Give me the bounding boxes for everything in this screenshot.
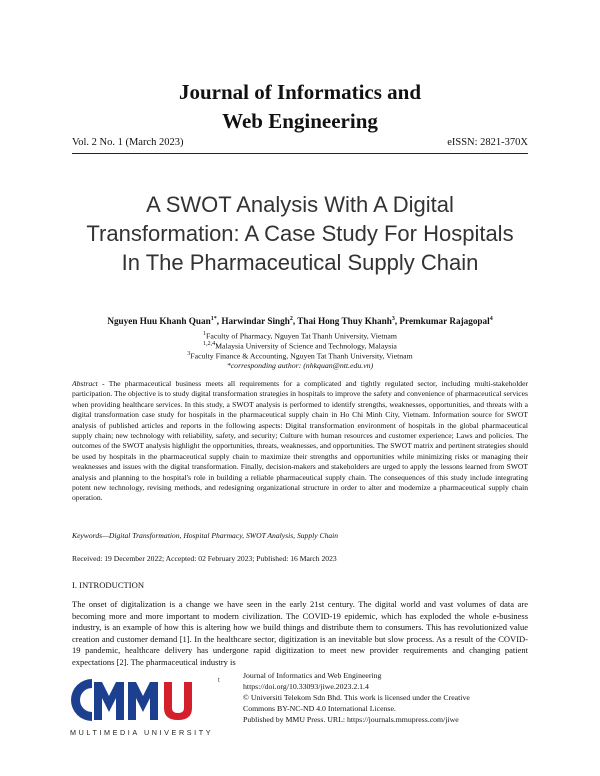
author-list	[60, 316, 540, 326]
eissn-label: eISSN: 2821-370X	[447, 137, 528, 148]
footer-info	[243, 670, 533, 725]
affiliation-2: $^{1,2,4}$Malaysia University of Science and Technology, Malaysia	[203, 341, 397, 351]
logo-trademark: t	[218, 678, 220, 684]
paper-title: A SWOT Analysis With A Digital Transformation: A Case Study For Hospitals In The Pharmaceutical Supply Chain	[86, 192, 514, 275]
mmu-logo	[70, 678, 240, 742]
footer-publisher: Published by MMU Press. URL: https://journals.mmupress.com/jiwe	[243, 715, 459, 724]
intro-paragraph: The onset of digitalization is a change we have seen in the early 21st century. The digital world and vast volumes of data are becoming more and more important to modern civilization. The COVID-19 epidemic, which has exploded the whole e-business industry, is an example of how this is altering how we build things and distribute them to consumers. This has revolutionized value creation and customer demand [1]. In the healthcare sector, digitization is an inevitable but slow process. As a result of the COVID-19 pandemic, healthcare delivery has undergone rapid digitization to meet new provider requirements and changing patient expectations [2]. The pharmaceutical industry is	[72, 599, 528, 667]
section-heading: I. INTRODUCTION	[72, 580, 145, 590]
logo-subtitle: MULTIMEDIA UNIVERSITY	[70, 728, 214, 737]
author-3: Thai Hong Thuy Khanh$^3$,	[297, 316, 400, 327]
keywords: Keywords—Digital Transformation, Hospital Pharmacy, SWOT Analysis, Supply Chain	[72, 531, 339, 540]
footer-license-line2: Commons BY-NC-ND 4.0 International License.	[243, 704, 396, 713]
affiliation-3: $^3$Faculty Finance & Accounting, Nguyen Tat Thanh University, Vietnam	[187, 351, 413, 361]
header-rule	[72, 153, 528, 154]
abstract-label: Abstract	[72, 379, 98, 388]
corresponding-author: *corresponding author: (nhkquan@ntt.edu.vn)	[226, 361, 374, 370]
author-2: Harwindar Singh$^2$,	[221, 316, 298, 327]
volume-label: Vol. 2 No. 1 (March 2023)	[72, 137, 184, 148]
journal-title-line1: Journal of Informatics and	[178, 80, 422, 104]
received-dates: Received: 19 December 2022; Accepted: 02 February 2023; Published: 16 March 2023	[72, 554, 337, 563]
abstract-text: - The pharmaceutical business meets all requirements for a complicated and tightly regulated sector, including multi-stakeholder participation. The objective is to study digital transformation strategies in hospitals to improve the safety and convenience of pharmaceutical services when providing healthcare services. In this study, a SWOT analysis is performed to identify strengths, weaknesses, opportunities, and threats with a digital transformation case study for hospitals in the pharmaceutical supply chain in Ho Chi Minh City, Vietnam. Information source for SWOT analysis of published articles and reports in the following aspects: Digital transformation environment of hospitals in the global pharmaceutical supply chain; new technology with reliability, safety, and security; Culture with human resources and customer experience; Laws and policies. The outcomes of the SWOT analysis highlight the opportunities, threats, weaknesses, and opportunities. The SWOT matrix and pertinent strategies should be used by hospitals in the pharmaceutical supply chain to maximize their strengths and opportunities while minimizing risks or managing their weaknesses and issues with the digital transformation. Finally, decision-makers and stakeholders are urged to apply the lessons learned from SWOT analysis and planning to the hospital's role in building a reliable pharmaceutical supply chain. The consequences of this study include integrating potent new technology, revising methods, and redesigning organizational structure in order to alter and modernize a pharmaceutical supply chain operation.	[72, 379, 528, 503]
journal-title-line2: Web Engineering	[222, 109, 378, 133]
mmu-logo-mark	[70, 678, 220, 722]
footer-license-line1: © Universiti Telekom Sdn Bhd. This work is licensed under the Creative	[243, 693, 470, 702]
abstract	[72, 379, 528, 504]
affiliation-1: $^1$Faculty of Pharmacy, Nguyen Tat Thanh University, Vietnam	[203, 331, 397, 341]
volume-row	[72, 137, 528, 148]
footer-doi[interactable]: https://doi.org/10.33093/jiwe.2023.2.1.4	[243, 682, 369, 691]
author-4: Premkumar Rajagopal$^4$	[399, 316, 493, 327]
footer-journal: Journal of Informatics and Web Engineering	[243, 671, 382, 680]
author-1: Nguyen Huu Khanh Quan$^{1*}$,	[107, 316, 222, 327]
